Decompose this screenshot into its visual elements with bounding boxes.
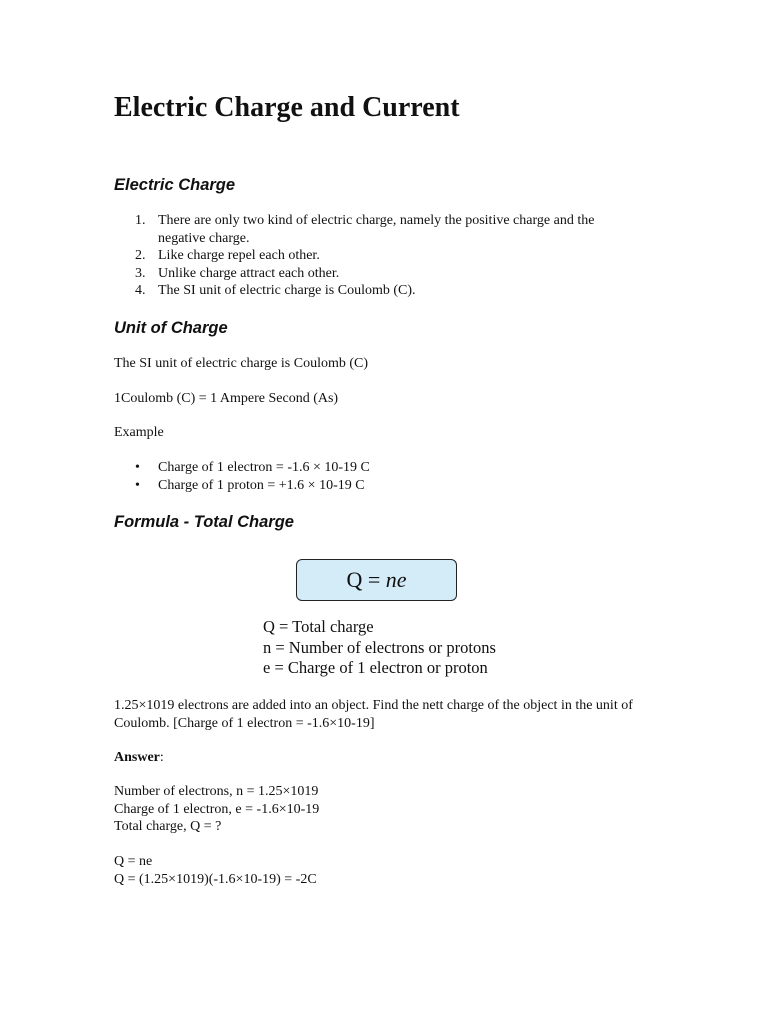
solution-line: Q = (1.25×1019)(-1.6×10-19) = -2C [114,871,317,887]
list-item [114,459,370,477]
section-heading-formula: Formula - Total Charge [114,513,294,531]
formula-lhs: Q = [346,567,386,592]
formula-rhs: ne [385,567,407,592]
list-item-text: Like charge repel each other. [158,248,320,263]
list-item-text: There are only two kind of electric charge, namely the positive charge and the negative charge. [158,213,595,246]
bullet-icon: • [135,460,140,475]
electric-charge-list [114,212,634,300]
example-label: Example [114,425,164,440]
answer-heading [114,749,664,767]
unit-paragraph: The SI unit of electric charge is Coulomb (C) [114,356,369,371]
list-number: 1. [135,213,146,228]
legend-item: e = Charge of 1 electron or proton [263,658,488,677]
formula-box [296,559,457,601]
given-values [114,783,664,836]
list-item [114,477,370,495]
page-title: Electric Charge and Current [114,92,460,123]
bullet-icon: • [135,477,140,493]
list-number: 2. [135,248,146,263]
list-number: 3. [135,265,146,281]
given-line: Total charge, Q = ? [114,819,222,834]
formula-legend [263,617,496,679]
list-number: 4. [135,283,146,298]
example-bullet-list [114,459,370,494]
list-item-text: The SI unit of electric charge is Coulomb (C). [158,283,416,298]
solution-line: Q = ne [114,854,153,869]
list-item-text: Charge of 1 proton = +1.6 × 10-19 C [158,477,365,493]
problem-question: 1.25×1019 electrons are added into an object. Find the nett charge of the object in the unit of Coulomb. [Charge of 1 electron = -1.6×10-19] [114,698,633,731]
given-line: Charge of 1 electron, e = -1.6×10-19 [114,801,320,817]
list-item-text: Unlike charge attract each other. [158,265,340,281]
legend-item: n = Number of electrons or protons [263,637,496,657]
coulomb-definition: 1Coulomb (C) = 1 Ampere Second (As) [114,391,339,406]
list-item [114,212,634,247]
section-heading-electric-charge: Electric Charge [114,176,236,194]
list-item [114,247,634,265]
given-line: Number of electrons, n = 1.25×1019 [114,784,319,799]
legend-item: Q = Total charge [263,617,374,636]
list-item-text: Charge of 1 electron = -1.6 × 10-19 C [158,460,370,475]
list-item [114,282,634,300]
answer-label: Answer [114,750,160,765]
answer-colon: : [159,750,164,765]
section-heading-unit-of-charge: Unit of Charge [114,319,228,337]
solution-steps [114,853,664,888]
list-item [114,265,634,283]
